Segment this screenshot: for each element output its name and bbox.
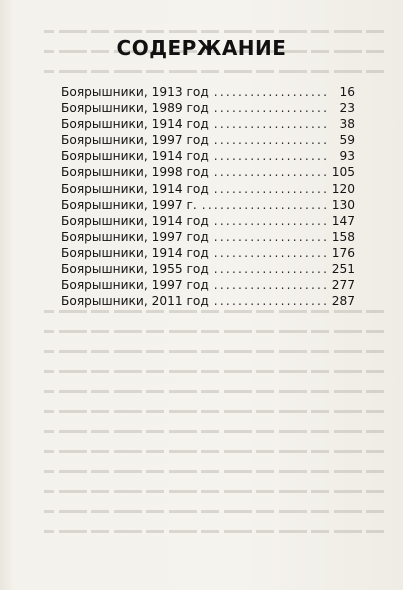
table-of-contents	[61, 85, 355, 310]
toc-entry[interactable]	[61, 133, 355, 149]
toc-entry[interactable]	[61, 230, 355, 246]
toc-entry-label: Боярышники, 1914 год	[61, 149, 209, 164]
toc-entry-label: Боярышники, 1914 год	[61, 213, 209, 228]
toc-entry-page: 23	[339, 101, 355, 116]
toc-entry-page: 38	[339, 117, 355, 132]
toc-entry[interactable]	[61, 149, 355, 165]
toc-leader-dots	[214, 149, 330, 163]
toc-leader-dots	[214, 165, 329, 179]
toc-title: СОДЕРЖАНИЕ	[116, 36, 287, 60]
toc-entry-label: Боярышники, 1998 год	[61, 165, 209, 180]
toc-entry-label: Боярышники, 1989 год	[61, 101, 209, 116]
toc-entry[interactable]	[61, 294, 355, 310]
toc-entry[interactable]	[61, 246, 355, 262]
toc-entry-label: Боярышники, 1914 год	[61, 117, 209, 132]
toc-entry-page: 93	[339, 149, 355, 164]
toc-entry[interactable]	[61, 101, 355, 117]
toc-entry-label: Боярышники, 1913 год	[61, 85, 209, 99]
toc-leader-dots	[214, 262, 329, 276]
toc-entry-label: Боярышники, 1955 год	[61, 262, 209, 277]
toc-leader-dots	[214, 117, 330, 131]
toc-entry[interactable]	[61, 278, 355, 294]
toc-entry[interactable]	[61, 165, 355, 181]
toc-leader-dots	[214, 214, 329, 228]
toc-entry[interactable]	[61, 85, 355, 101]
toc-entry[interactable]	[61, 198, 355, 214]
toc-entry-page: 251	[331, 262, 355, 277]
toc-leader-dots	[214, 246, 329, 260]
toc-leader-dots	[202, 198, 329, 212]
toc-entry-label: Боярышники, 1997 год	[61, 278, 209, 293]
toc-entry-page: 277	[331, 278, 355, 293]
toc-entry-label: Боярышники, 1914 год	[61, 181, 209, 196]
toc-entry-page: 147	[331, 213, 355, 228]
toc-entry-label: Боярышники, 1997 год	[61, 229, 209, 244]
toc-entry-page: 130	[331, 197, 355, 212]
toc-entry[interactable]	[61, 214, 355, 230]
toc-leader-dots	[214, 133, 330, 147]
toc-entry-page: 158	[331, 229, 355, 244]
toc-entry-label: Боярышники, 1997 г.	[61, 197, 197, 212]
toc-entry-label: Боярышники, 2011 год	[61, 294, 209, 309]
toc-entry[interactable]	[61, 262, 355, 278]
toc-leader-dots	[214, 85, 330, 99]
toc-leader-dots	[214, 230, 329, 244]
toc-leader-dots	[214, 182, 329, 196]
toc-entry-label: Боярышники, 1914 год	[61, 245, 209, 260]
toc-entry-page: 59	[339, 133, 355, 148]
toc-entry[interactable]	[61, 182, 355, 198]
toc-leader-dots	[214, 101, 330, 115]
toc-entry-page: 176	[331, 245, 355, 260]
toc-entry[interactable]	[61, 117, 355, 133]
toc-leader-dots	[214, 278, 329, 292]
toc-entry-page: 105	[331, 165, 355, 180]
toc-entry-page: 287	[331, 294, 355, 309]
toc-entry-page: 16	[339, 85, 355, 99]
toc-leader-dots	[214, 294, 329, 308]
toc-entry-label: Боярышники, 1997 год	[61, 133, 209, 148]
toc-entry-page: 120	[331, 181, 355, 196]
